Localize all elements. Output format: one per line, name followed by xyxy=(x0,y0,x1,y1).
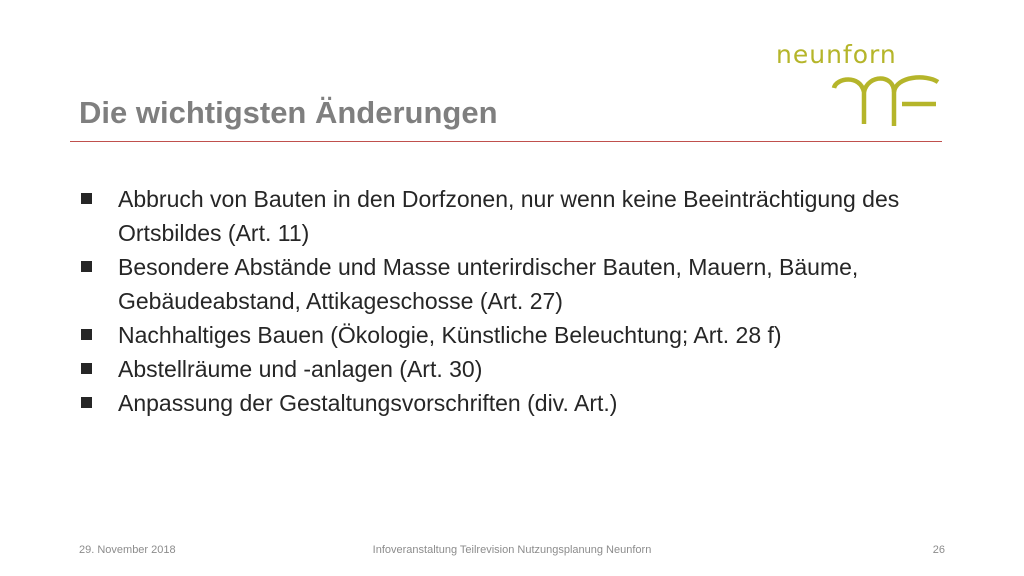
footer-date: 29. November 2018 xyxy=(79,544,176,556)
neunforn-logo xyxy=(776,40,946,130)
square-bullet-icon xyxy=(81,397,92,408)
bullet-item xyxy=(79,386,959,420)
bullet-item xyxy=(79,182,959,250)
bullet-text: Besondere Abstände und Masse unterirdischer Bauten, Mauern, Bäume, Gebäudeabstand, Attikageschosse (Art. 27) xyxy=(118,254,859,314)
square-bullet-icon xyxy=(81,363,92,374)
footer-event-title: Infoveranstaltung Teilrevision Nutzungsplanung Neunforn xyxy=(372,544,652,556)
square-bullet-icon xyxy=(81,261,92,272)
title-divider xyxy=(70,141,942,142)
bullet-item xyxy=(79,352,959,386)
slide-number: 26 xyxy=(932,544,945,556)
slide-title: Die wichtigsten Änderungen xyxy=(79,95,498,130)
bullet-text: Abbruch von Bauten in den Dorfzonen, nur wenn keine Beeinträchtigung des Ortsbildes (Art. 11) xyxy=(118,186,900,246)
bullet-list xyxy=(79,182,959,420)
bullet-text: Nachhaltiges Bauen (Ökologie, Künstliche Beleuchtung; Art. 28 f) xyxy=(118,322,782,348)
bullet-item xyxy=(79,318,959,352)
square-bullet-icon xyxy=(81,193,92,204)
logo-wordmark: neunforn xyxy=(776,40,897,69)
nf-monogram-logo-icon xyxy=(830,70,942,126)
bullet-text: Anpassung der Gestaltungsvorschriften (div. Art.) xyxy=(118,390,618,416)
square-bullet-icon xyxy=(81,329,92,340)
bullet-text: Abstellräume und -anlagen (Art. 30) xyxy=(118,356,483,382)
bullet-item xyxy=(79,250,959,318)
